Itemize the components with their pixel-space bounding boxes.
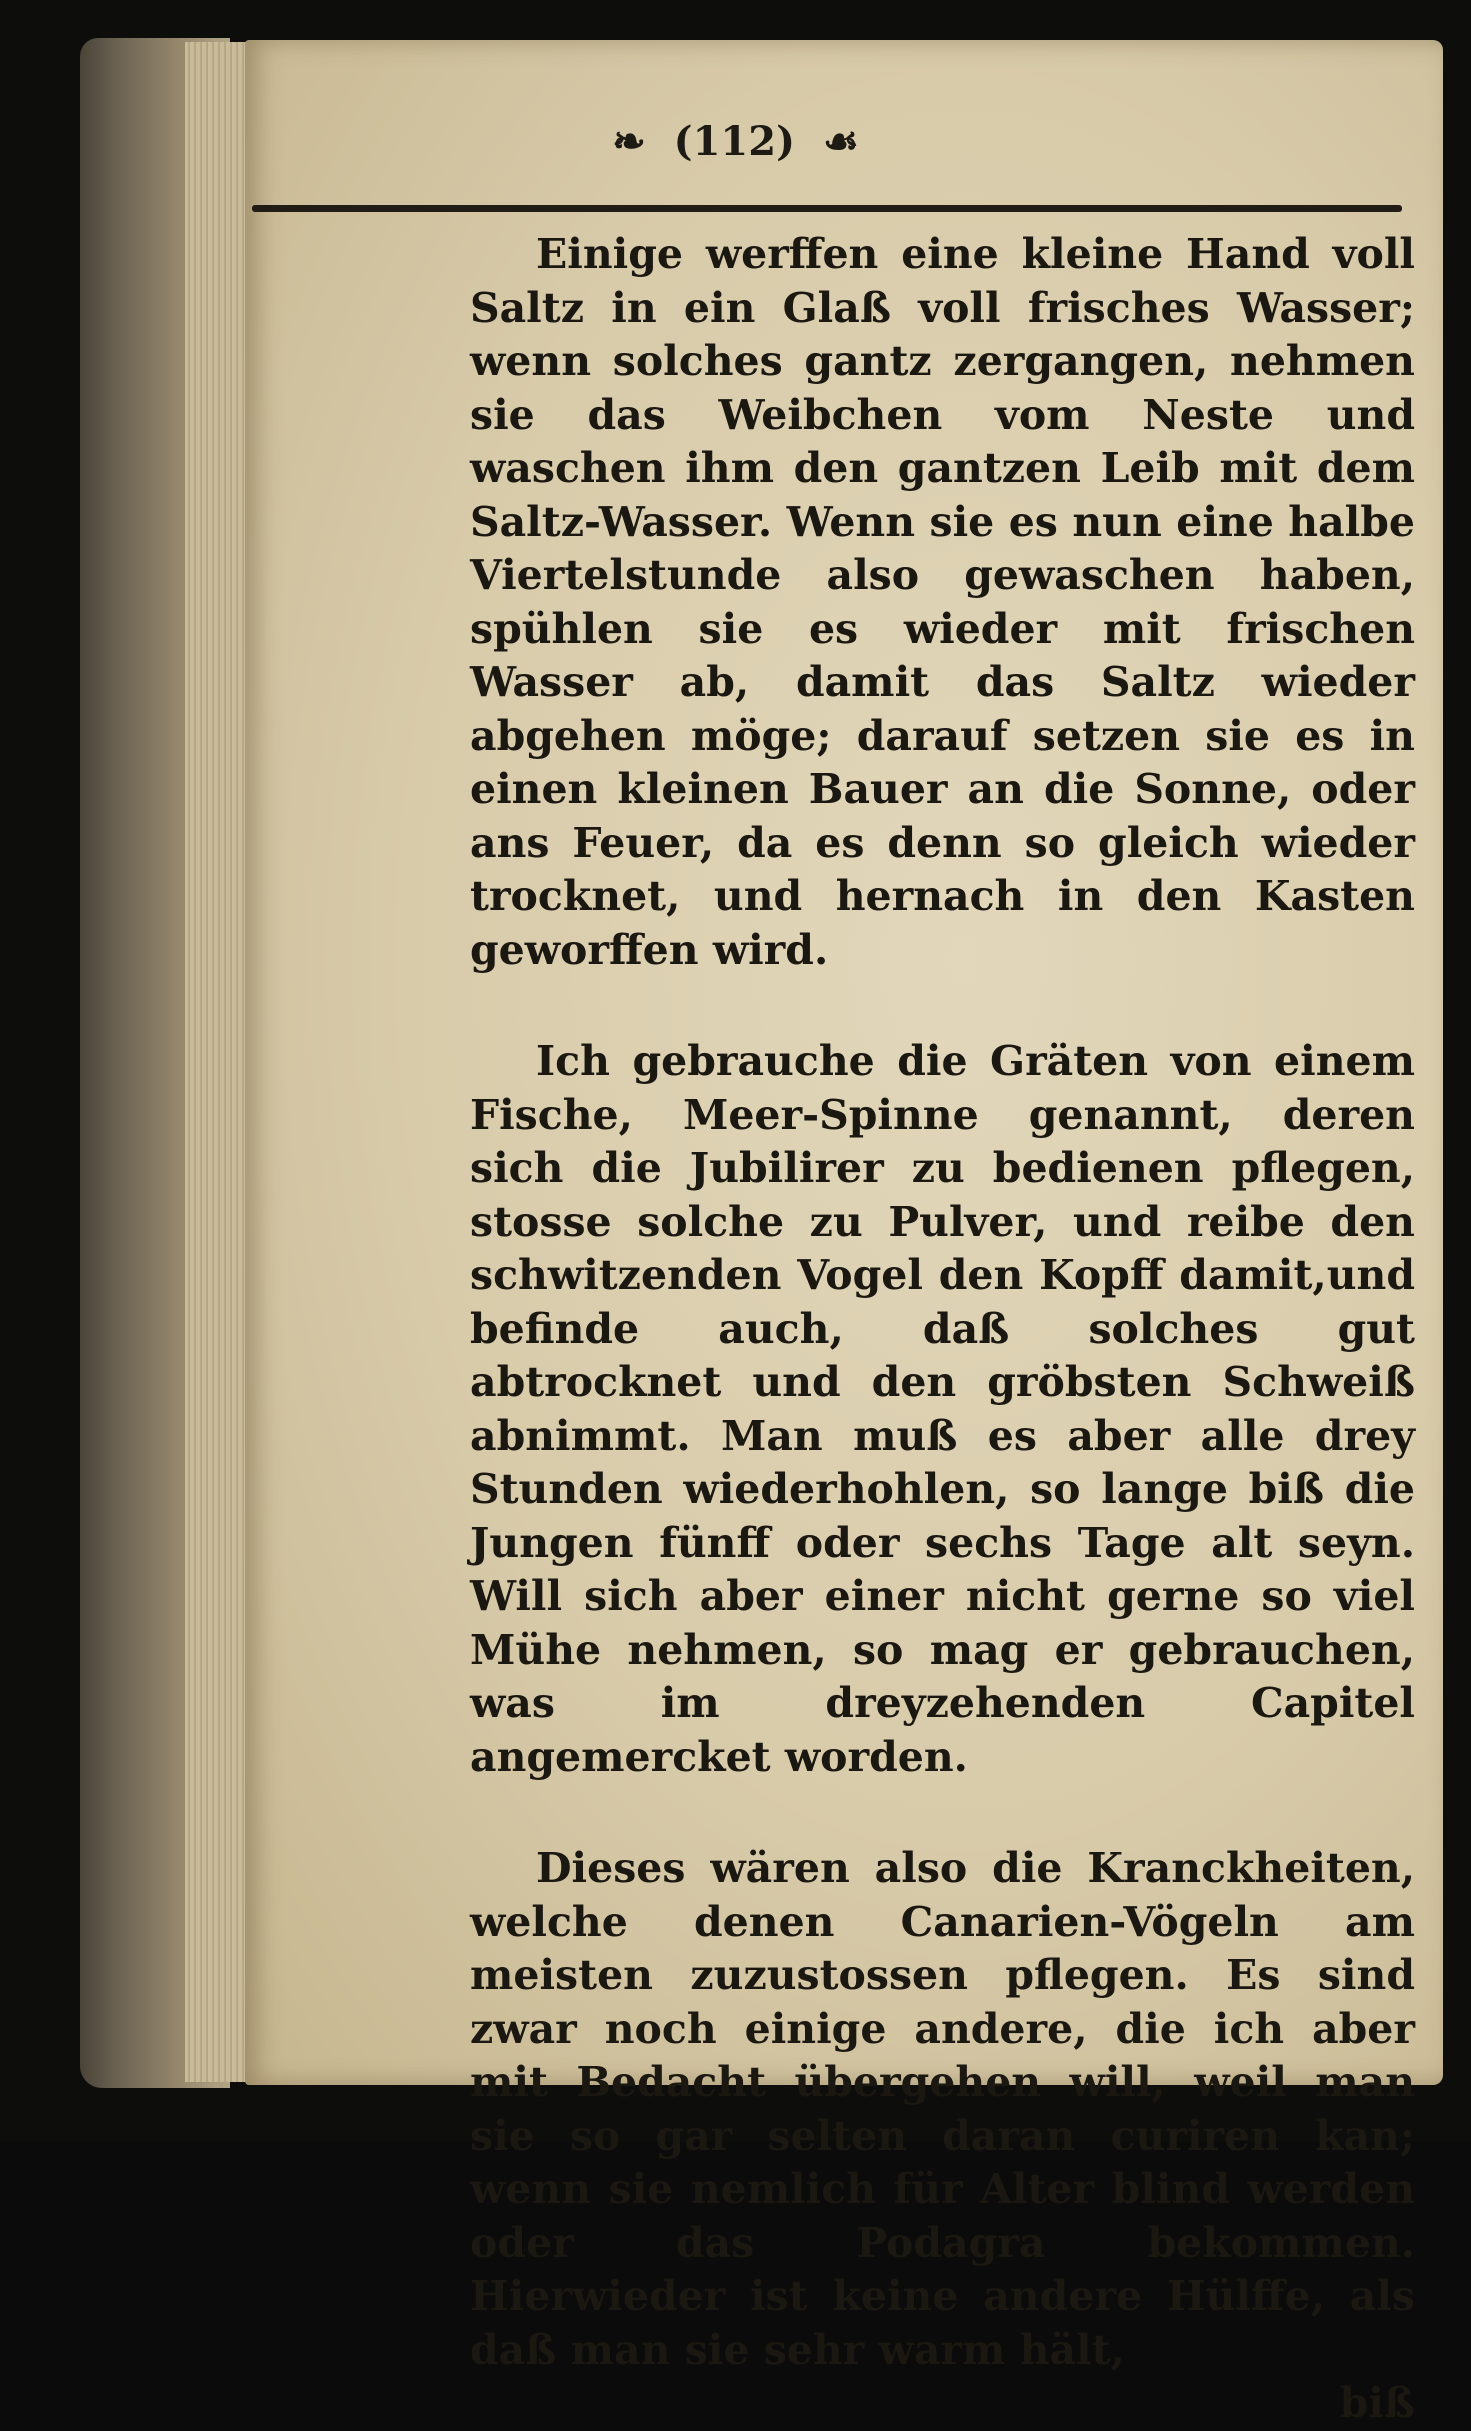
catchword: biß bbox=[1339, 2379, 1415, 2427]
text-block bbox=[470, 228, 1415, 2431]
paragraph-1: Einige werffen eine kleine Hand voll Saltz in ein Glaß voll frisches Wasser; wenn solches gantz zergangen, nehmen sie das Weibchen vom Neste und waschen ihm den gantzen Leib mit dem Saltz-Wasser. Wenn sie es nun eine halbe Viertelstunde also gewaschen haben, spühlen sie es wieder mit frischen Wasser ab, damit das Saltz wieder abgehen möge; darauf setzen sie es in einen kleinen Bauer an die Sonne, oder ans Feuer, da es denn so gleich wieder trocknet, und hernach in den Kasten geworffen wird. bbox=[470, 230, 1415, 974]
paragraph-2: Ich gebrauche die Gräten von einem Fische, Meer-Spinne genannt, deren sich die Jubilirer zu bedienen pflegen, stosse solche zu Pulver, und reibe den schwitzenden Vogel den Kopff damit,und befinde auch, daß solches gut abtrocknet und den gröbsten Schweiß abnimmt. Man muß es aber alle drey Stunden wiederhohlen, so lange biß die Jungen fünff oder sechs Tage alt seyn. Will sich aber einer nicht gerne so viel Mühe nehmen, so mag er gebrauchen, was im dreyzehenden Capitel angemercket worden. bbox=[470, 1037, 1415, 1781]
ornament-left-icon: ❧ bbox=[612, 118, 646, 165]
page-number: (112) bbox=[673, 118, 795, 165]
ornament-right-icon: ☙ bbox=[822, 118, 859, 165]
header-rule bbox=[252, 205, 1402, 212]
paragraph-3: Dieses wären also die Kranckheiten, welche denen Canarien-Vögeln am meisten zuzustossen pflegen. Es sind zwar noch einige andere, die ich aber mit Bedacht übergehen will, weil man sie so gar selten daran curiren kan; wenn sie nemlich für Alter blind werden oder das Podagra bekommen. Hierwieder ist keine andere Hülffe, als daß man sie sehr warm hält, bbox=[470, 1844, 1415, 2374]
page-header bbox=[0, 118, 1471, 165]
